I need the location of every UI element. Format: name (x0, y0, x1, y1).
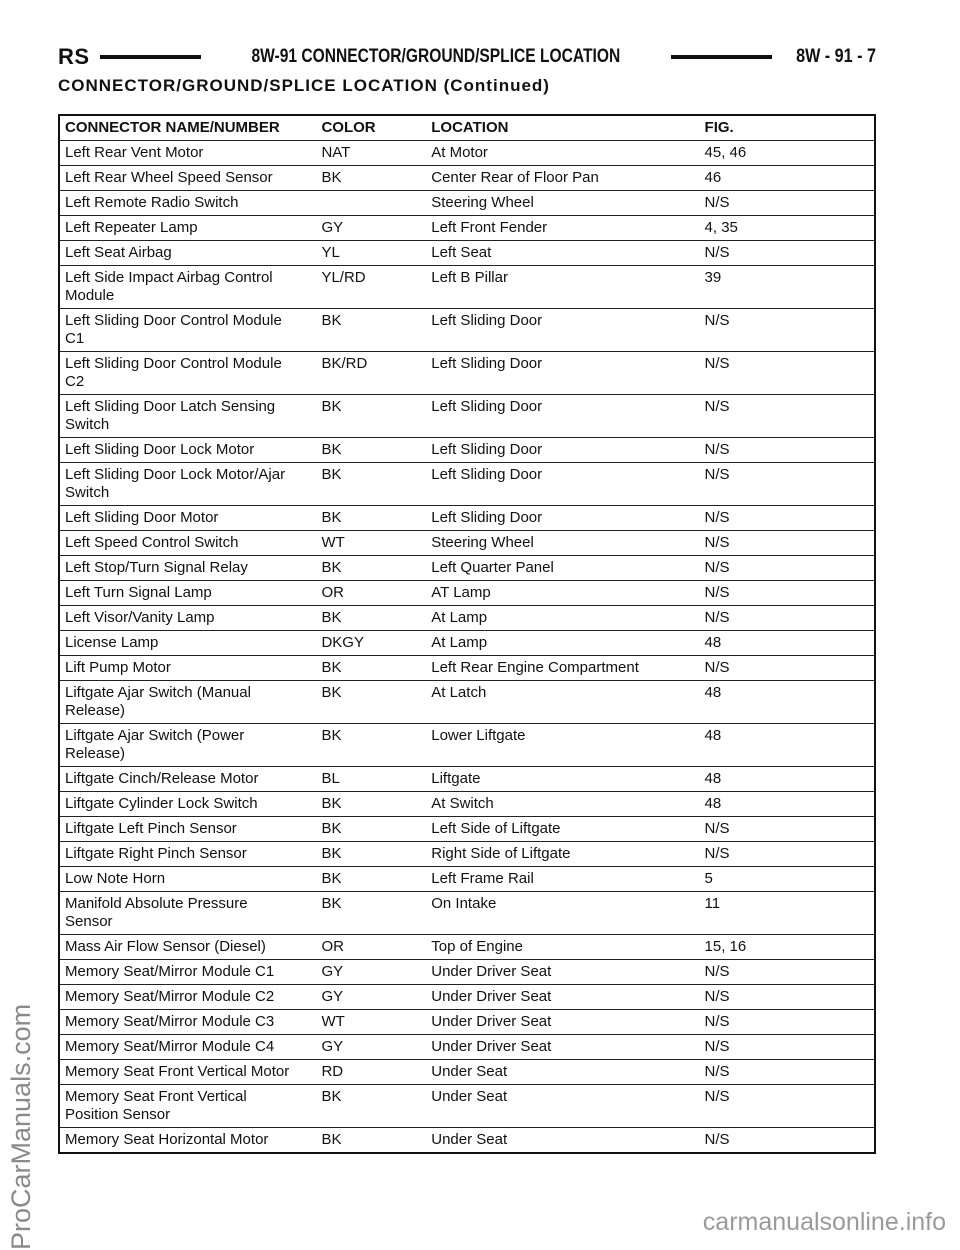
connector-name-cell: Left Sliding Door Lock Motor (59, 438, 316, 463)
table-row (59, 724, 875, 767)
connector-name-cell: Liftgate Ajar Switch (Manual Release) (59, 681, 316, 724)
color-cell: WT (316, 531, 426, 556)
connector-name-cell: Left Sliding Door Latch Sensing Switch (59, 395, 316, 438)
connector-name-cell: Memory Seat/Mirror Module C2 (59, 985, 316, 1010)
connector-name-cell: Left Sliding Door Motor (59, 506, 316, 531)
location-cell: Right Side of Liftgate (426, 842, 699, 867)
fig-cell: 39 (700, 266, 875, 309)
page-subtitle: CONNECTOR/GROUND/SPLICE LOCATION (Continued) (58, 76, 550, 95)
color-cell: BK (316, 606, 426, 631)
connector-name-cell: Left Sliding Door Control Module C1 (59, 309, 316, 352)
page-header (58, 42, 876, 72)
location-cell: Top of Engine (426, 935, 699, 960)
location-cell: Left Quarter Panel (426, 556, 699, 581)
location-cell: Center Rear of Floor Pan (426, 166, 699, 191)
color-cell: BK (316, 817, 426, 842)
fig-cell: N/S (700, 606, 875, 631)
table-row (59, 867, 875, 892)
color-cell: BK (316, 656, 426, 681)
connector-name-cell: Memory Seat/Mirror Module C1 (59, 960, 316, 985)
color-cell: BL (316, 767, 426, 792)
table-row (59, 1128, 875, 1154)
table-row (59, 531, 875, 556)
table-row (59, 817, 875, 842)
fig-cell: 48 (700, 724, 875, 767)
fig-cell: N/S (700, 581, 875, 606)
connector-name-cell: Liftgate Ajar Switch (Power Release) (59, 724, 316, 767)
table-row (59, 767, 875, 792)
connector-name-cell: Mass Air Flow Sensor (Diesel) (59, 935, 316, 960)
table-row (59, 631, 875, 656)
connector-name-cell: Left Speed Control Switch (59, 531, 316, 556)
column-header-fig: FIG. (700, 115, 875, 141)
color-cell: BK (316, 556, 426, 581)
location-cell: Left Frame Rail (426, 867, 699, 892)
fig-cell: N/S (700, 191, 875, 216)
header-model-code: RS (58, 44, 90, 69)
connector-name-cell: Lift Pump Motor (59, 656, 316, 681)
side-watermark: ProCarManuals.com (6, 1003, 36, 1250)
location-cell: Steering Wheel (426, 531, 699, 556)
table-row (59, 681, 875, 724)
location-cell: At Motor (426, 141, 699, 166)
location-cell: Left Sliding Door (426, 463, 699, 506)
table-body (59, 141, 875, 1154)
location-cell: Left Side of Liftgate (426, 817, 699, 842)
table-row (59, 892, 875, 935)
connector-name-cell: License Lamp (59, 631, 316, 656)
connector-name-cell: Memory Seat Front Vertical Motor (59, 1060, 316, 1085)
color-cell: OR (316, 581, 426, 606)
fig-cell: 48 (700, 631, 875, 656)
fig-cell: 15, 16 (700, 935, 875, 960)
connector-name-cell: Left Remote Radio Switch (59, 191, 316, 216)
color-cell: GY (316, 960, 426, 985)
table-row (59, 556, 875, 581)
color-cell: BK (316, 724, 426, 767)
table-row (59, 395, 875, 438)
color-cell: BK (316, 506, 426, 531)
connector-name-cell: Left Stop/Turn Signal Relay (59, 556, 316, 581)
color-cell: BK (316, 792, 426, 817)
location-cell: On Intake (426, 892, 699, 935)
connector-name-cell: Memory Seat Horizontal Motor (59, 1128, 316, 1154)
color-cell: GY (316, 985, 426, 1010)
connector-name-cell: Manifold Absolute Pressure Sensor (59, 892, 316, 935)
connector-name-cell: Low Note Horn (59, 867, 316, 892)
location-cell: Left Sliding Door (426, 438, 699, 463)
fig-cell: 45, 46 (700, 141, 875, 166)
fig-cell: N/S (700, 1060, 875, 1085)
location-cell: AT Lamp (426, 581, 699, 606)
table-row (59, 1060, 875, 1085)
location-cell: Under Driver Seat (426, 960, 699, 985)
table-header-row (59, 115, 875, 141)
fig-cell: 48 (700, 767, 875, 792)
fig-cell: N/S (700, 1128, 875, 1154)
location-cell: Left Seat (426, 241, 699, 266)
connector-name-cell: Memory Seat/Mirror Module C4 (59, 1035, 316, 1060)
table-row (59, 191, 875, 216)
connector-name-cell: Liftgate Cinch/Release Motor (59, 767, 316, 792)
color-cell: BK (316, 395, 426, 438)
connector-name-cell: Left Visor/Vanity Lamp (59, 606, 316, 631)
location-cell: Liftgate (426, 767, 699, 792)
connector-name-cell: Liftgate Left Pinch Sensor (59, 817, 316, 842)
connector-name-cell: Left Sliding Door Lock Motor/Ajar Switch (59, 463, 316, 506)
table-row (59, 1010, 875, 1035)
connector-name-cell: Liftgate Right Pinch Sensor (59, 842, 316, 867)
color-cell (316, 191, 426, 216)
location-cell: Under Driver Seat (426, 1010, 699, 1035)
color-cell: BK (316, 681, 426, 724)
connector-name-cell: Memory Seat Front Vertical Position Sensor (59, 1085, 316, 1128)
color-cell: BK (316, 1085, 426, 1128)
connector-name-cell: Liftgate Cylinder Lock Switch (59, 792, 316, 817)
fig-cell: 48 (700, 792, 875, 817)
fig-cell: N/S (700, 352, 875, 395)
table-row (59, 842, 875, 867)
color-cell: BK (316, 463, 426, 506)
location-cell: At Switch (426, 792, 699, 817)
location-cell: Under Driver Seat (426, 985, 699, 1010)
connector-name-cell: Left Repeater Lamp (59, 216, 316, 241)
color-cell: BK (316, 166, 426, 191)
connector-name-cell: Left Rear Wheel Speed Sensor (59, 166, 316, 191)
header-page-number: 8W - 91 - 7 (796, 46, 876, 67)
table-row (59, 309, 875, 352)
fig-cell: N/S (700, 1085, 875, 1128)
connector-name-cell: Left Turn Signal Lamp (59, 581, 316, 606)
fig-cell: N/S (700, 241, 875, 266)
table-row (59, 463, 875, 506)
location-cell: Under Seat (426, 1128, 699, 1154)
table-row (59, 438, 875, 463)
location-cell: Left B Pillar (426, 266, 699, 309)
fig-cell: N/S (700, 960, 875, 985)
fig-cell: N/S (700, 506, 875, 531)
table-row (59, 581, 875, 606)
location-cell: Left Sliding Door (426, 395, 699, 438)
table-row (59, 935, 875, 960)
fig-cell: 46 (700, 166, 875, 191)
color-cell: GY (316, 216, 426, 241)
table-row (59, 216, 875, 241)
table-row (59, 266, 875, 309)
fig-cell: N/S (700, 842, 875, 867)
color-cell: YL (316, 241, 426, 266)
table-row (59, 606, 875, 631)
connector-name-cell: Left Side Impact Airbag Control Module (59, 266, 316, 309)
color-cell: BK (316, 867, 426, 892)
connector-name-cell: Memory Seat/Mirror Module C3 (59, 1010, 316, 1035)
location-cell: Left Front Fender (426, 216, 699, 241)
location-cell: Lower Liftgate (426, 724, 699, 767)
fig-cell: 48 (700, 681, 875, 724)
location-cell: Steering Wheel (426, 191, 699, 216)
color-cell: BK/RD (316, 352, 426, 395)
header-section-title: 8W-91 CONNECTOR/GROUND/SPLICE LOCATION (251, 46, 621, 67)
fig-cell: N/S (700, 438, 875, 463)
color-cell: OR (316, 935, 426, 960)
table-row (59, 1085, 875, 1128)
connector-name-cell: Left Sliding Door Control Module C2 (59, 352, 316, 395)
color-cell: YL/RD (316, 266, 426, 309)
color-cell: WT (316, 1010, 426, 1035)
color-cell: BK (316, 892, 426, 935)
table-row (59, 241, 875, 266)
fig-cell: 5 (700, 867, 875, 892)
fig-cell: N/S (700, 531, 875, 556)
table-row (59, 352, 875, 395)
header-rule-right (671, 55, 772, 59)
table-row (59, 792, 875, 817)
connector-name-cell: Left Rear Vent Motor (59, 141, 316, 166)
location-cell: At Lamp (426, 631, 699, 656)
table-row (59, 166, 875, 191)
table-row (59, 960, 875, 985)
color-cell: BK (316, 309, 426, 352)
fig-cell: N/S (700, 1010, 875, 1035)
location-cell: Under Seat (426, 1060, 699, 1085)
fig-cell: N/S (700, 985, 875, 1010)
color-cell: GY (316, 1035, 426, 1060)
fig-cell: 4, 35 (700, 216, 875, 241)
location-cell: Left Sliding Door (426, 309, 699, 352)
location-cell: Left Sliding Door (426, 506, 699, 531)
table-row (59, 141, 875, 166)
table-row (59, 656, 875, 681)
column-header-location: LOCATION (426, 115, 699, 141)
location-cell: At Lamp (426, 606, 699, 631)
color-cell: DKGY (316, 631, 426, 656)
fig-cell: N/S (700, 463, 875, 506)
table-row (59, 1035, 875, 1060)
color-cell: BK (316, 1128, 426, 1154)
location-cell: Under Seat (426, 1085, 699, 1128)
location-cell: At Latch (426, 681, 699, 724)
column-header-connector: CONNECTOR NAME/NUMBER (59, 115, 316, 141)
location-cell: Left Rear Engine Compartment (426, 656, 699, 681)
color-cell: BK (316, 842, 426, 867)
fig-cell: N/S (700, 817, 875, 842)
fig-cell: N/S (700, 395, 875, 438)
connector-name-cell: Left Seat Airbag (59, 241, 316, 266)
connector-table (58, 114, 876, 1154)
color-cell: BK (316, 438, 426, 463)
bottom-watermark: carmanualsonline.info (702, 1208, 946, 1236)
location-cell: Left Sliding Door (426, 352, 699, 395)
table-row (59, 985, 875, 1010)
location-cell: Under Driver Seat (426, 1035, 699, 1060)
color-cell: NAT (316, 141, 426, 166)
column-header-color: COLOR (316, 115, 426, 141)
fig-cell: 11 (700, 892, 875, 935)
fig-cell: N/S (700, 556, 875, 581)
color-cell: RD (316, 1060, 426, 1085)
table-row (59, 506, 875, 531)
fig-cell: N/S (700, 1035, 875, 1060)
fig-cell: N/S (700, 309, 875, 352)
header-rule-left (100, 55, 201, 59)
fig-cell: N/S (700, 656, 875, 681)
